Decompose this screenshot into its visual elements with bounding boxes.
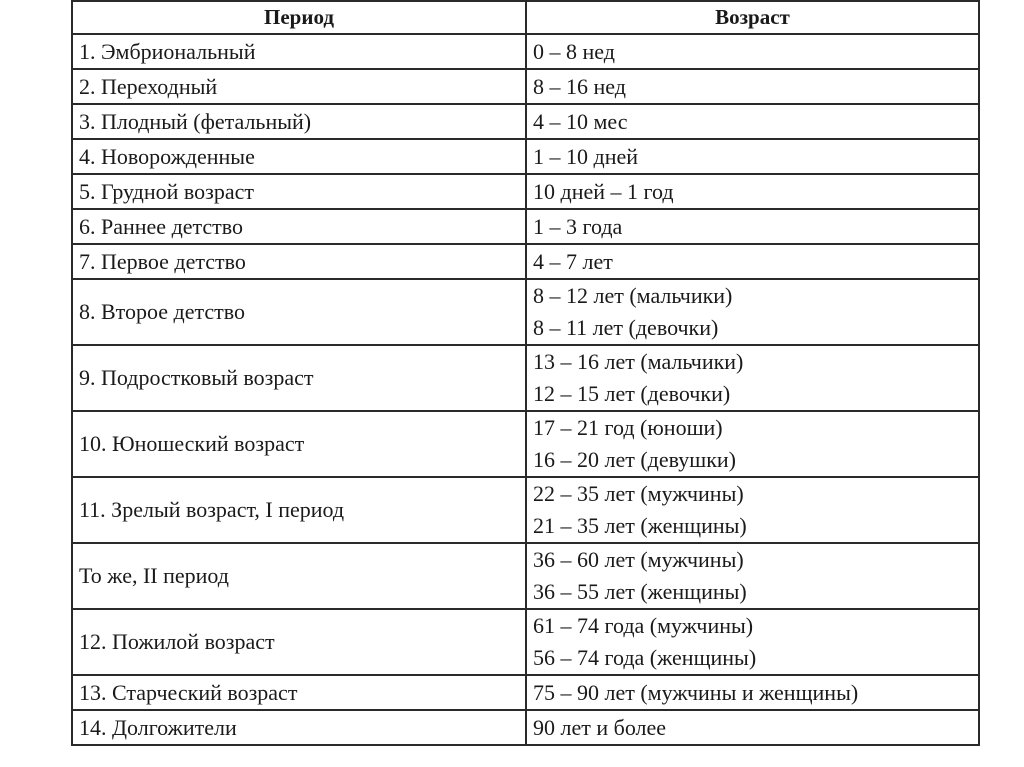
age-cell bbox=[526, 710, 979, 745]
period-cell: 4. Новорожденные bbox=[72, 139, 526, 174]
period-cell: 2. Переходный bbox=[72, 69, 526, 104]
age-cell bbox=[526, 209, 979, 244]
column-header-period: Период bbox=[72, 1, 526, 34]
period-cell: 10. Юношеский возраст bbox=[72, 411, 526, 477]
age-cell bbox=[526, 609, 979, 675]
age-range-text: 17 – 21 год (юноши) bbox=[533, 415, 723, 440]
table-row bbox=[72, 675, 979, 710]
period-cell: 14. Долгожители bbox=[72, 710, 526, 745]
table-row bbox=[72, 609, 979, 675]
table-header-row bbox=[72, 1, 979, 34]
period-cell: 8. Второе детство bbox=[72, 279, 526, 345]
age-cell bbox=[526, 104, 979, 139]
age-cell bbox=[526, 345, 979, 411]
age-cell bbox=[526, 244, 979, 279]
table-row bbox=[72, 244, 979, 279]
age-cell bbox=[526, 279, 979, 345]
age-cell bbox=[526, 675, 979, 710]
table-row bbox=[72, 209, 979, 244]
age-cell bbox=[526, 543, 979, 609]
period-cell: 12. Пожилой возраст bbox=[72, 609, 526, 675]
table-row bbox=[72, 139, 979, 174]
age-range-text: 1 – 10 дней bbox=[533, 143, 639, 169]
table-row bbox=[72, 543, 979, 609]
age-range-text: 36 – 60 лет (мужчины) bbox=[533, 547, 744, 572]
table-row bbox=[72, 345, 979, 411]
age-cell bbox=[526, 411, 979, 477]
period-cell: 1. Эмбриональный bbox=[72, 34, 526, 69]
age-range-text: 90 лет и более bbox=[533, 714, 667, 740]
age-range-text: 12 – 15 лет (девочки) bbox=[533, 381, 731, 406]
age-range-text: 10 дней – 1 год bbox=[533, 178, 674, 204]
period-cell: 11. Зрелый возраст, I период bbox=[72, 477, 526, 543]
period-cell: То же, II период bbox=[72, 543, 526, 609]
table-row bbox=[72, 104, 979, 139]
age-range-text: 22 – 35 лет (мужчины) bbox=[533, 481, 744, 506]
column-header-age: Возраст bbox=[526, 1, 979, 34]
age-range-text: 0 – 8 нед bbox=[533, 38, 615, 64]
age-range-text: 56 – 74 года (женщины) bbox=[533, 645, 757, 670]
age-range-text: 4 – 7 лет bbox=[533, 248, 613, 274]
period-cell: 3. Плодный (фетальный) bbox=[72, 104, 526, 139]
age-cell bbox=[526, 174, 979, 209]
age-range-text: 8 – 16 нед bbox=[533, 73, 626, 99]
table-row bbox=[72, 174, 979, 209]
age-range-text: 36 – 55 лет (женщины) bbox=[533, 579, 747, 604]
age-range-text: 75 – 90 лет (мужчины и женщины) bbox=[533, 679, 859, 705]
period-cell: 7. Первое детство bbox=[72, 244, 526, 279]
period-cell: 9. Подростковый возраст bbox=[72, 345, 526, 411]
age-periods-table bbox=[71, 0, 980, 746]
age-range-text: 8 – 11 лет (девочки) bbox=[533, 315, 719, 340]
age-cell bbox=[526, 139, 979, 174]
table-row bbox=[72, 34, 979, 69]
table-row bbox=[72, 279, 979, 345]
table-row bbox=[72, 477, 979, 543]
period-cell: 6. Раннее детство bbox=[72, 209, 526, 244]
table-row bbox=[72, 411, 979, 477]
age-cell bbox=[526, 69, 979, 104]
table-body bbox=[72, 34, 979, 745]
age-range-text: 61 – 74 года (мужчины) bbox=[533, 613, 754, 638]
table-row bbox=[72, 710, 979, 745]
period-cell: 5. Грудной возраст bbox=[72, 174, 526, 209]
age-cell bbox=[526, 34, 979, 69]
age-range-text: 21 – 35 лет (женщины) bbox=[533, 513, 747, 538]
period-cell: 13. Старческий возраст bbox=[72, 675, 526, 710]
age-range-text: 16 – 20 лет (девушки) bbox=[533, 447, 737, 472]
age-range-text: 13 – 16 лет (мальчики) bbox=[533, 349, 744, 374]
age-range-text: 1 – 3 года bbox=[533, 213, 623, 239]
age-range-text: 8 – 12 лет (мальчики) bbox=[533, 283, 733, 308]
table-row bbox=[72, 69, 979, 104]
age-range-text: 4 – 10 мес bbox=[533, 108, 628, 134]
age-cell bbox=[526, 477, 979, 543]
